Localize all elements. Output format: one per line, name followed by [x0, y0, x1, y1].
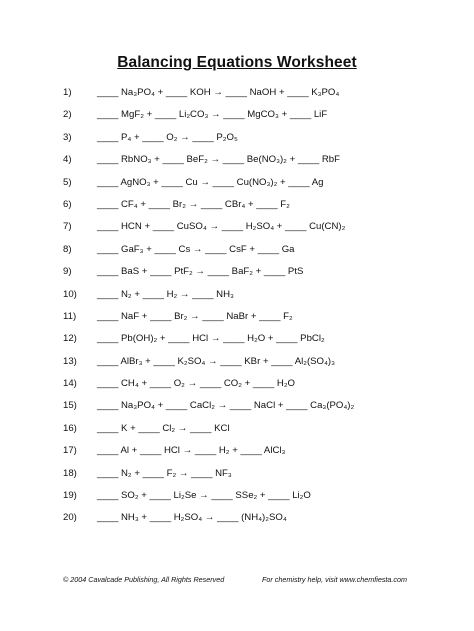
problem-number: 8): [63, 243, 72, 255]
page-title: Balancing Equations Worksheet: [117, 54, 357, 71]
problem-row: [0, 418, 474, 440]
problem-number: 10): [63, 288, 77, 300]
problem-row: [0, 127, 474, 149]
problem-equation: ____ GaF₃ + ____ Cs → ____ CsF + ____ Ga: [97, 243, 295, 255]
problem-row: [0, 507, 474, 529]
problem-number: 7): [63, 221, 72, 233]
problem-row: [0, 395, 474, 417]
problem-equation: ____ MgF₂ + ____ Li₂CO₃ → ____ MgCO₃ + ____ LiF: [97, 109, 328, 121]
problem-number: 9): [63, 266, 72, 278]
problem-row: [0, 172, 474, 194]
problem-number: 11): [63, 310, 77, 322]
problem-equation: ____ K + ____ Cl₂ → ____ KCl: [97, 422, 230, 434]
problem-number: 16): [63, 422, 77, 434]
problem-row: [0, 485, 474, 507]
problem-equation: ____ Na₃PO₄ + ____ KOH → ____ NaOH + ____ K₃PO₄: [97, 87, 340, 98]
problem-number: 18): [63, 467, 77, 479]
copyright-footer: © 2004 Cavalcade Publishing, All Rights Reserved: [63, 575, 225, 584]
problem-number: 4): [63, 154, 72, 166]
problem-equation: ____ Al + ____ HCl → ____ H₂ + ____ AlCl₃: [97, 445, 286, 457]
problem-number: 1): [63, 87, 72, 98]
problem-equation: ____ P₄ + ____ O₂ → ____ P₂O₅: [97, 131, 238, 143]
problem-row: [0, 149, 474, 171]
problem-row: [0, 306, 474, 328]
problem-equation: ____ NaF + ____ Br₂ → ____ NaBr + ____ F₂: [97, 310, 293, 322]
problem-row: [0, 373, 474, 395]
problem-number: 3): [63, 131, 72, 143]
problem-number: 2): [63, 109, 72, 121]
problem-equation: ____ NH₃ + ____ H₂SO₄ → ____ (NH₄)₂SO₄: [97, 512, 287, 524]
problem-equation: ____ BaS + ____ PtF₂ → ____ BaF₂ + ____ PtS: [97, 266, 304, 278]
problem-equation: ____ HCN + ____ CuSO₄ → ____ H₂SO₄ + ____ Cu(CN)₂: [97, 221, 346, 233]
problem-equation: ____ N₂ + ____ F₂ → ____ NF₃: [97, 467, 232, 479]
problem-equation: ____ CF₄ + ____ Br₂ → ____ CBr₄ + ____ F₂: [97, 198, 290, 210]
problem-number: 14): [63, 378, 77, 390]
problem-equation: ____ Pb(OH)₂ + ____ HCl → ____ H₂O + ____ PbCl₂: [97, 333, 325, 345]
problem-equation: ____ AgNO₃ + ____ Cu → ____ Cu(NO₃)₂ + ____ Ag: [97, 176, 324, 188]
problem-row: [0, 194, 474, 216]
problem-equation: ____ AlBr₃ + ____ K₂SO₄ → ____ KBr + ____ Al₂(SO₄)₃: [97, 355, 336, 367]
problem-row: [0, 261, 474, 283]
help-footer: For chemistry help, visit www.chemfiesta.com: [262, 575, 407, 584]
problem-list: [0, 82, 474, 530]
problem-row: [0, 284, 474, 306]
problem-number: 5): [63, 176, 72, 188]
problem-equation: ____ N₂ + ____ H₂ → ____ NH₃: [97, 288, 234, 300]
problem-number: 12): [63, 333, 77, 345]
problem-equation: ____ CH₄ + ____ O₂ → ____ CO₂ + ____ H₂O: [97, 378, 296, 390]
problem-equation: ____ SO₂ + ____ Li₂Se → ____ SSe₂ + ____ Li₂O: [97, 490, 311, 502]
problem-number: 17): [63, 445, 77, 457]
problem-number: 13): [63, 355, 77, 367]
problem-number: 20): [63, 512, 77, 524]
problem-row: [0, 104, 474, 126]
problem-row: [0, 463, 474, 485]
problem-equation: ____ RbNO₃ + ____ BeF₂ → ____ Be(NO₃)₂ + ____ RbF: [97, 154, 340, 166]
problem-row: [0, 216, 474, 238]
problem-number: 6): [63, 198, 72, 210]
problem-row: [0, 239, 474, 261]
problem-row: [0, 82, 474, 104]
problem-equation: ____ Na₃PO₄ + ____ CaCl₂ → ____ NaCl + ____ Ca₃(PO₄)₂: [97, 400, 355, 412]
problem-number: 19): [63, 490, 77, 502]
problem-row: [0, 328, 474, 350]
problem-row: [0, 351, 474, 373]
problem-number: 15): [63, 400, 77, 412]
problem-row: [0, 440, 474, 462]
